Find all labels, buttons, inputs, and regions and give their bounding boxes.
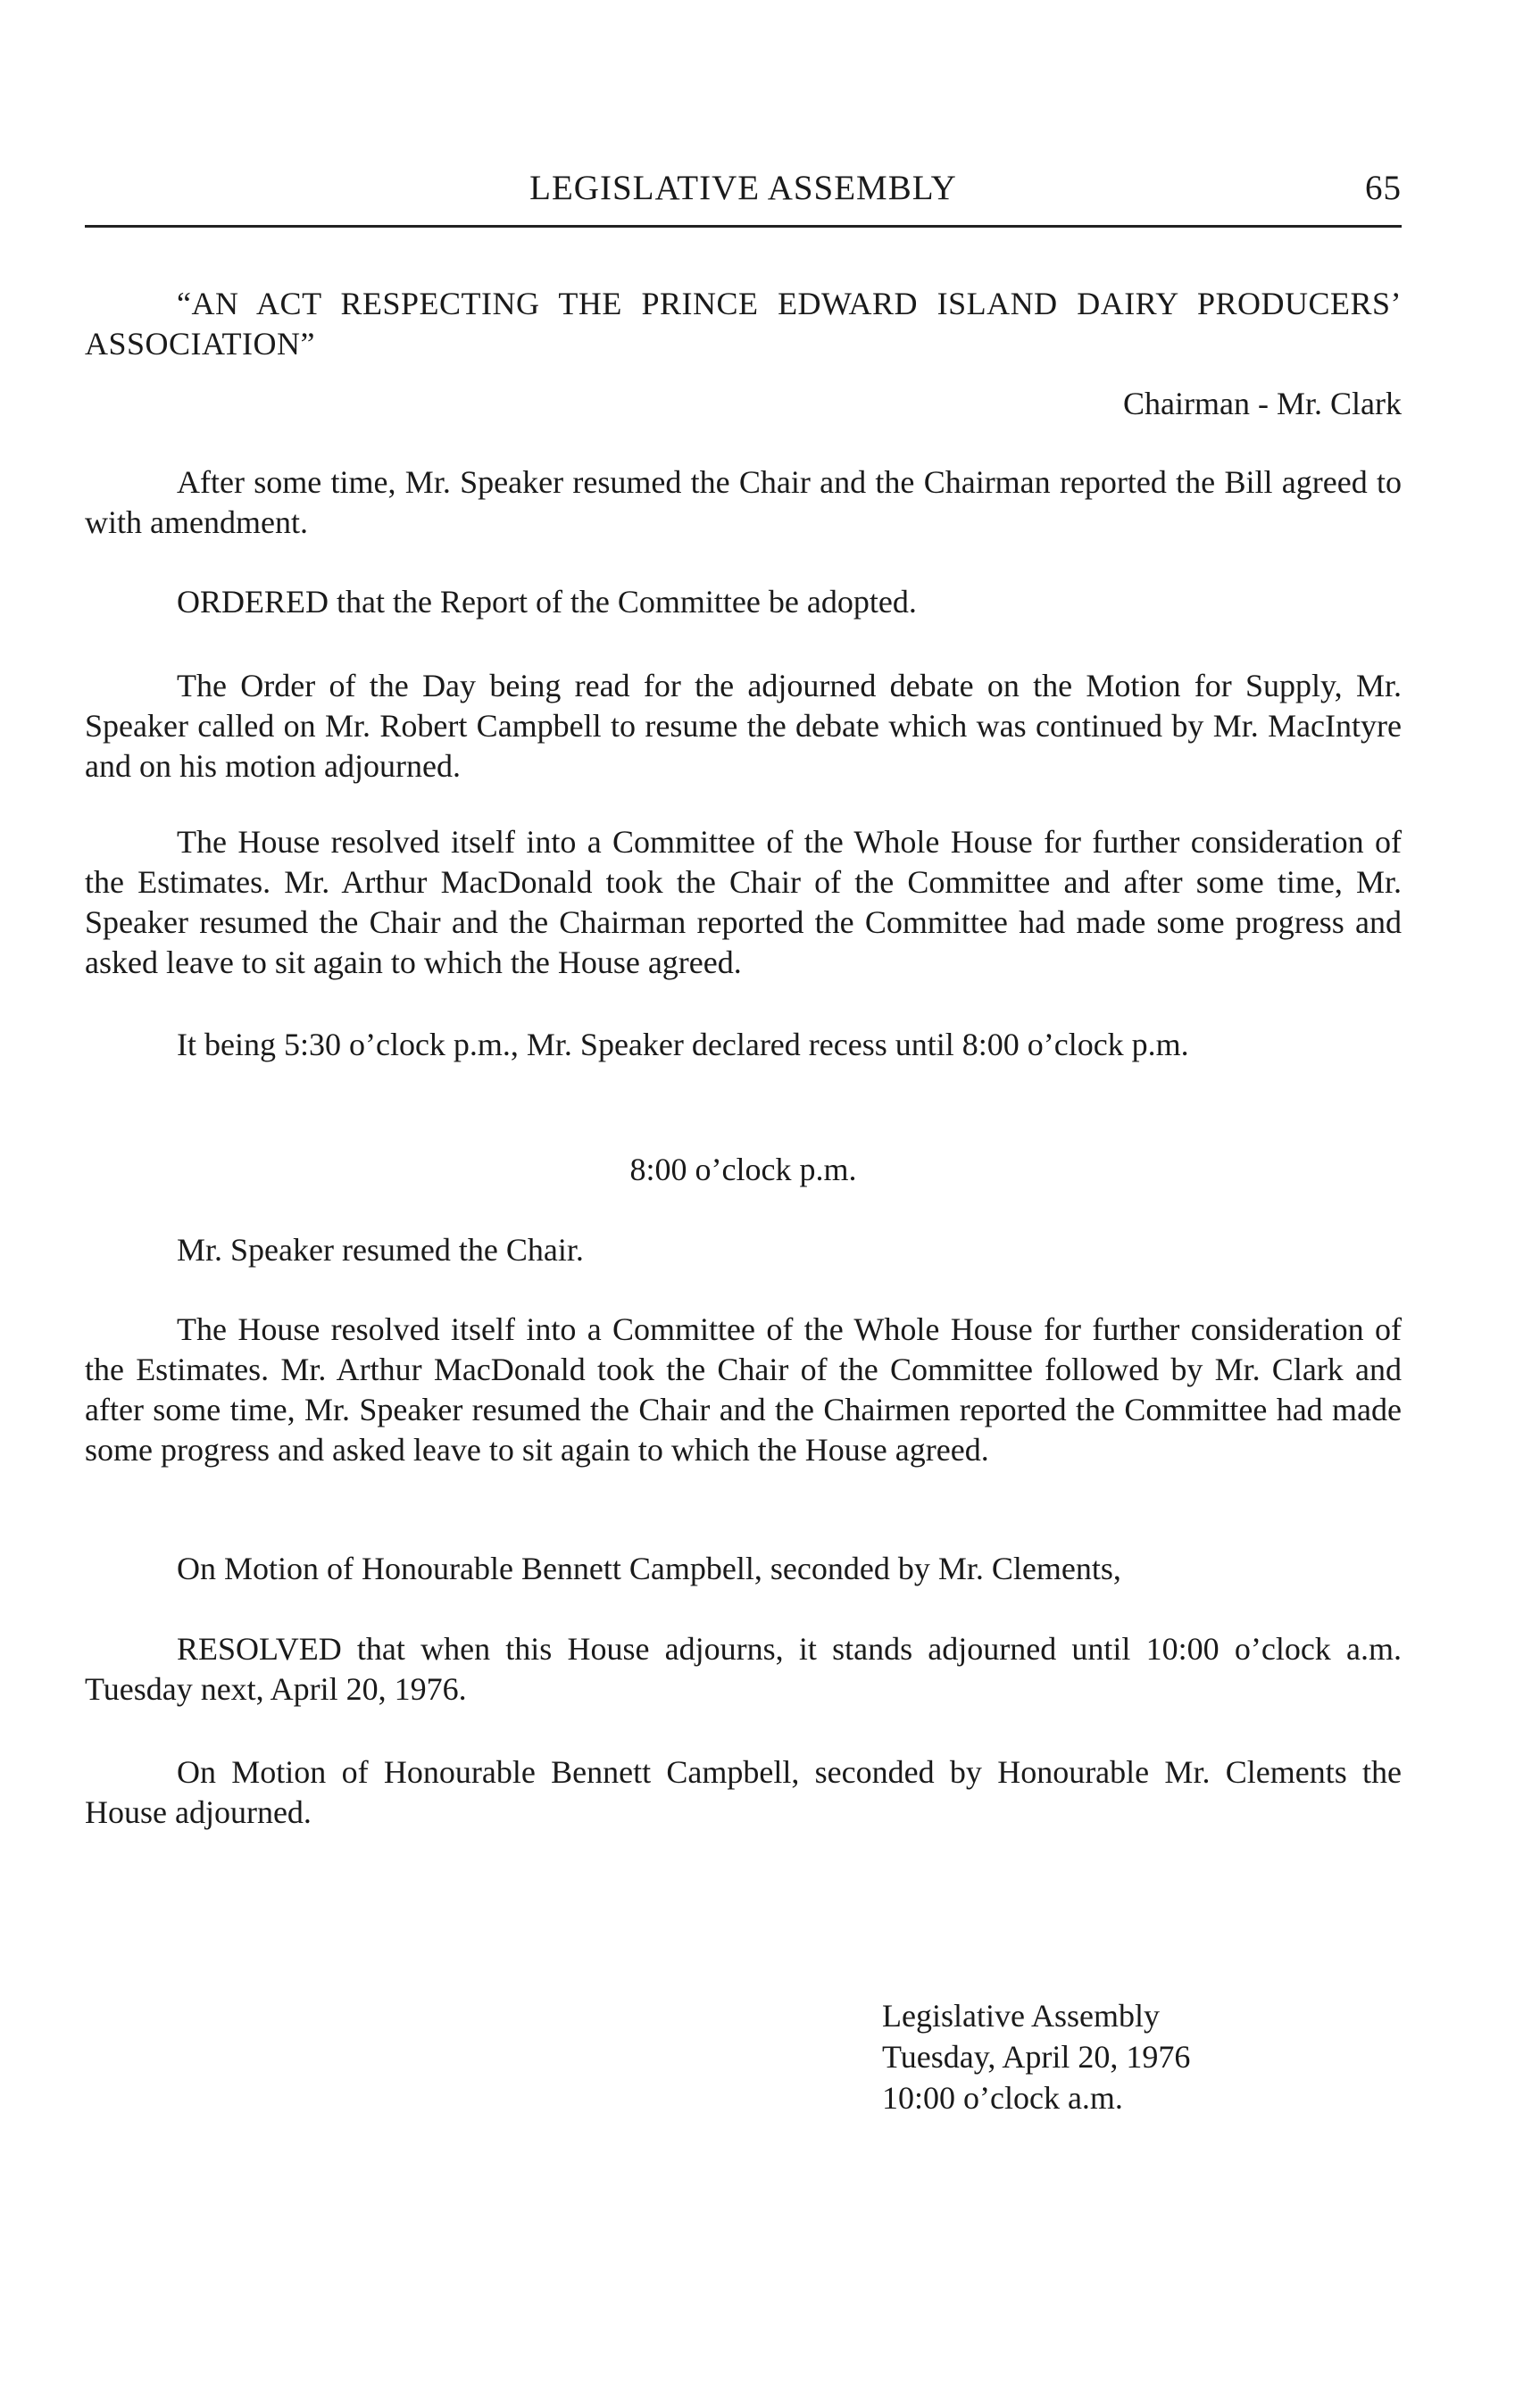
page-number: 65 [1365, 169, 1402, 207]
closing-assembly: Legislative Assembly [882, 1998, 1160, 2034]
closing-block [882, 1995, 1190, 2118]
chairman-line: Chairman - Mr. Clark [1123, 386, 1402, 421]
header-title: LEGISLATIVE ASSEMBLY [529, 169, 957, 207]
act-title: “AN ACT RESPECTING THE PRINCE EDWARD ISLAND DAIRY PRODUCERS’ ASSOCIATION” [85, 286, 1402, 362]
header-rule [85, 225, 1402, 228]
paragraph-adjourned: On Motion of Honourable Bennett Campbell, seconded by Honourable Mr. Clements the House adjourned. [85, 1754, 1402, 1830]
paragraph-recess: It being 5:30 o’clock p.m., Mr. Speaker declared recess until 8:00 o’clock p.m. [177, 1027, 1189, 1062]
paragraph-committee-evening: The House resolved itself into a Committee of the Whole House for further consideration of the Estimates. Mr. Arthur MacDonald took the Chair of the Committee followed by Mr. Clark and after some time, Mr. Speaker resumed the Chair and the Chairmen reported the Committee had made some progress and asked leave to sit again to which the House agreed. [85, 1311, 1402, 1468]
paragraph-ordered: ORDERED that the Report of the Committee be adopted. [177, 584, 917, 620]
paragraph-order-of-day: The Order of the Day being read for the adjourned debate on the Motion for Supply, Mr. Speaker called on Mr. Robert Campbell to resume the debate which was continued by Mr. MacIntyre and on his motion adjourned. [85, 668, 1402, 784]
time-heading: 8:00 o’clock p.m. [629, 1152, 857, 1187]
running-header [85, 168, 1402, 212]
closing-date: Tuesday, April 20, 1976 [882, 2039, 1191, 2075]
paragraph-committee-afternoon: The House resolved itself into a Committee of the Whole House for further consideration of the Estimates. Mr. Arthur MacDonald took the Chair of the Committee and after some time, Mr. Speaker resumed the Chair and the Chairman reported the Committee had made some progress and asked leave to sit again to which the House agreed. [85, 824, 1402, 980]
closing-time: 10:00 o’clock a.m. [882, 2080, 1123, 2116]
paragraph-motion: On Motion of Honourable Bennett Campbell, seconded by Mr. Clements, [177, 1551, 1121, 1586]
paragraph-report: After some time, Mr. Speaker resumed the Chair and the Chairman reported the Bill agreed to with amendment. [85, 464, 1402, 540]
paragraph-resolved: RESOLVED that when this House adjourns, it stands adjourned until 10:00 o’clock a.m. Tuesday next, April 20, 1976. [85, 1631, 1402, 1707]
paragraph-resumed: Mr. Speaker resumed the Chair. [177, 1232, 584, 1268]
